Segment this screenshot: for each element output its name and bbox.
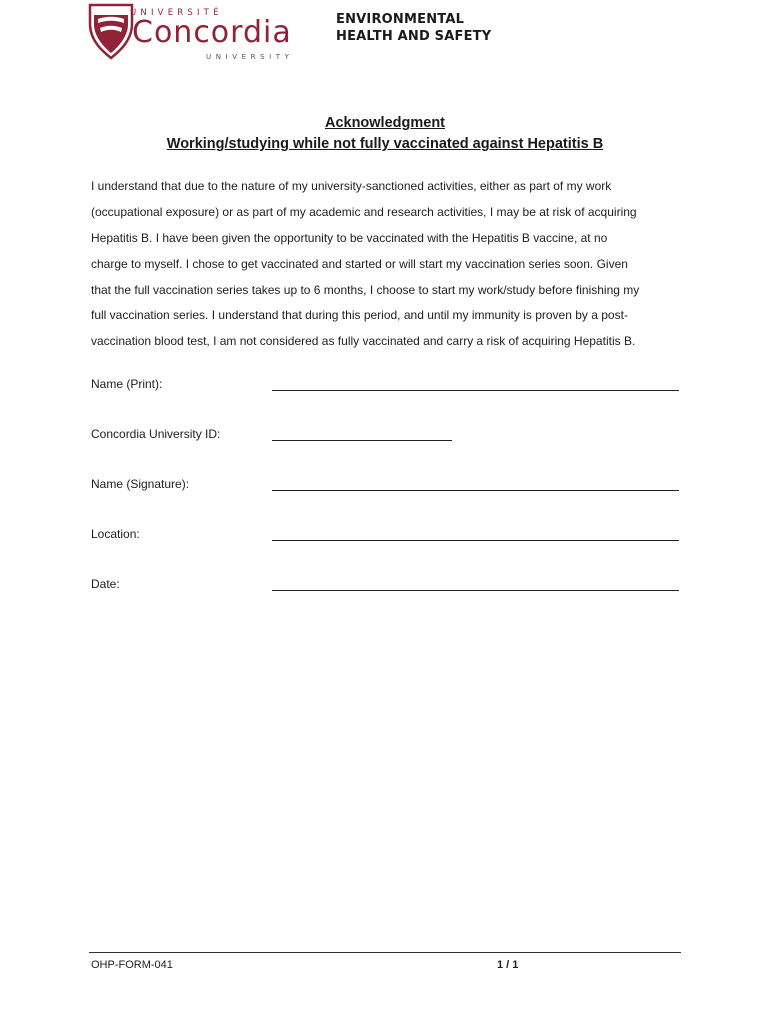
title-line-2: Working/studying while not fully vaccinated against Hepatitis B [166, 136, 604, 152]
shield-icon [90, 5, 132, 58]
page-number: 1 / 1 [497, 959, 519, 971]
paragraph-line: I understand that due to the nature of my university-sanctioned activities, either as part of my work [91, 179, 612, 193]
name-print-input-line[interactable] [272, 390, 679, 391]
document-title [0, 113, 770, 155]
name-signature-input-line[interactable] [272, 490, 679, 491]
university-id-label: Concordia University ID: [91, 427, 221, 441]
logo-top-text: UNIVERSITÉ [130, 8, 223, 18]
date-field [91, 576, 691, 596]
logo-name-text: Concordia [132, 15, 292, 50]
location-field [91, 526, 691, 546]
university-id-input-line[interactable] [272, 440, 452, 441]
paragraph-line: Hepatitis B. I have been given the opportunity to be vaccinated with the Hepatitis B vaccine, at no [91, 230, 608, 245]
paragraph-line: charge to myself. I chose to get vaccinated and started or will start my vaccination series soon. Given [91, 256, 628, 271]
location-input-line[interactable] [272, 540, 679, 541]
department-name [336, 11, 491, 45]
paragraph-line: (occupational exposure) or as part of my academic and research activities, I may be at risk of acquiring [91, 204, 637, 219]
name-print-label: Name (Print): [91, 377, 163, 391]
department-line-1: ENVIRONMENTAL [336, 12, 465, 27]
acknowledgment-paragraph [91, 174, 691, 355]
name-print-field [91, 376, 691, 396]
paragraph-line: full vaccination series. I understand that during this period, and until my immunity is proven by a post- [91, 308, 628, 323]
university-id-field [91, 426, 691, 446]
form-code: OHP-FORM-041 [91, 959, 173, 971]
name-signature-label: Name (Signature): [91, 477, 190, 491]
date-input-line[interactable] [272, 590, 679, 591]
location-label: Location: [91, 527, 140, 541]
page-header [0, 0, 770, 70]
concordia-shield-logo-icon [88, 2, 313, 62]
logo-bottom-text: UNIVERSITY [206, 53, 294, 61]
title-line-1: Acknowledgment [324, 115, 446, 131]
department-line-2: HEALTH AND SAFETY [336, 29, 492, 44]
name-signature-field [91, 476, 691, 496]
footer-divider [89, 952, 681, 953]
concordia-logo [88, 2, 313, 62]
paragraph-line: that the full vaccination series takes up to 6 months, I choose to start my work/study before finishing my [91, 282, 640, 297]
date-label: Date: [91, 577, 120, 591]
paragraph-line: vaccination blood test, I am not considered as fully vaccinated and carry a risk of acquiring Hepatitis B. [91, 334, 636, 349]
